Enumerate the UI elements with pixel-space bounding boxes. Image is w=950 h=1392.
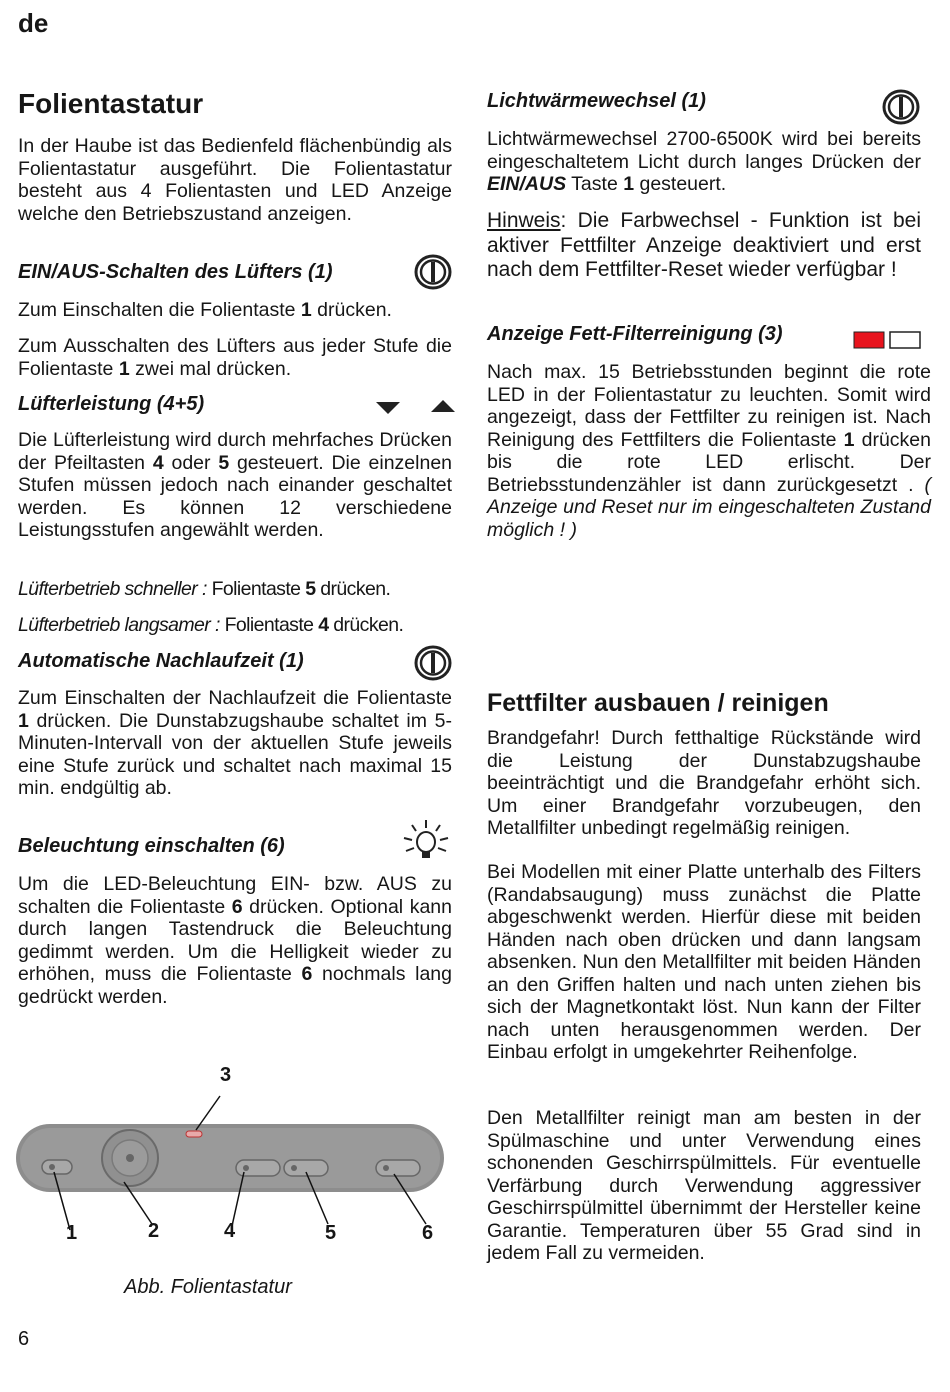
key-1 xyxy=(42,1160,72,1174)
paragraph-einschalten: Zum Einschalten die Folientaste 1 drücken. xyxy=(18,299,392,321)
figure-label-2: 2 xyxy=(148,1220,160,1242)
power-icon xyxy=(881,88,921,126)
page-number: 6 xyxy=(18,1328,30,1350)
section-title-folientastatur: Folientastatur xyxy=(18,88,204,119)
paragraph-fettfilter-anzeige: Nach max. 15 Betriebsstunden beginnt die rote LED in der Folientastatur zu leuchten. Somit wird angezeigt, dass der Fettfilter zu reinigen ist. Nach Reinigung des Fettfilters die Folientaste 1 drücken bis die rote LED erlischt. Der Betriebsstundenzähler ist dann zurückgesetzt . ( Anzeige und Reset nur im eingeschalteten Zustand möglich ! ) xyxy=(487,361,931,541)
led-3 xyxy=(186,1131,202,1137)
key-4 xyxy=(236,1160,280,1176)
paragraph-luefterleistung: Die Lüfterleistung wird durch mehrfaches Drücken der Pfeiltasten 4 oder 5 gesteuert. Die einzelnen Stufen müssen jedoch nach einander geschaltet werden. Es können 12 verschiedene Leistungsstufen angewählt werden. xyxy=(18,429,453,541)
heading-luefterleistung: Lüfterleistung (4+5) xyxy=(18,393,205,415)
paragraph-beleuchtung: Um die LED-Beleuchtung EIN- bzw. AUS zu schalten die Folientaste 6 drücken. Optional kann durch langen Tastendruck die Beleuchtung gedimmt werden. Um die Helligkeit wieder zu erhöhen, muss die Folientaste 6 nochmals lang gedrückt werden. xyxy=(18,873,452,1008)
arrow-up-icon xyxy=(430,398,456,414)
key-6 xyxy=(376,1160,420,1176)
paragraph-ausbau: Bei Modellen mit einer Platte unterhalb des Filters (Randabsaugung) muss zunächst die Platte abgeschwenkt werden. Hierfür diese mit beiden Händen nach oben drücken und dann langsam absenken. Nun den Metallfilter mit beiden Händen an den Griffen halten und nach unten ziehen bis sich der Magnetkontakt löst. Nun kann der Filter nach unten herausgenommen werden. Der Einbau erfolgt in umgekehrter Reihenfolge. xyxy=(487,861,921,1063)
heading-fettfilter-anzeige: Anzeige Fett-Filterreinigung (3) xyxy=(487,323,783,345)
section-title-fettfilter: Fettfilter ausbauen / reinigen xyxy=(487,689,829,717)
heading-lichtwaermewechsel: Lichtwärmewechsel (1) xyxy=(487,90,706,112)
figure-label-1: 1 xyxy=(66,1222,78,1244)
figure-label-6: 6 xyxy=(422,1222,434,1244)
paragraph-lichtwaermewechsel: Lichtwärmewechsel 2700-6500K wird bei bereits eingeschaltetem Licht durch langes Drücken der EIN/AUS Taste 1 gesteuert. xyxy=(487,128,921,195)
note-paragraph: Hinweis: Die Farbwechsel - Funktion ist bei aktiver Fettfilter Anzeige deaktiviert und erst nach dem Fettfilter-Reset wieder verfügbar ! xyxy=(487,209,921,281)
language-code: de xyxy=(18,8,49,38)
line-schneller: Lüfterbetrieb schneller : Folientaste 5 drücken. xyxy=(18,578,391,600)
paragraph-nachlaufzeit: Zum Einschalten der Nachlaufzeit die Folientaste 1 drücken. Die Dunstabzugshaube schaltet im 5-Minuten-Intervall von der aktuellen Stufe jeweils eine Stufe zurück und schaltet nach maximal 15 min. endgültig ab. xyxy=(18,687,452,799)
heading-beleuchtung: Beleuchtung einschalten (6) xyxy=(18,835,285,857)
power-icon xyxy=(413,253,453,291)
figure-label-4: 4 xyxy=(224,1220,236,1242)
paragraph-ausschalten: Zum Ausschalten des Lüfters aus jeder Stufe die Folientaste 1 zwei mal drücken. xyxy=(18,335,452,380)
intro-paragraph: In der Haube ist das Bedienfeld flächenbündig als Folientastatur ausgeführt. Die Folientastatur besteht aus 4 Folientasten und LED Anzeige welche den Betriebszustand anzeigen. xyxy=(18,135,452,225)
figure-label-3: 3 xyxy=(220,1064,232,1086)
heading-ein-aus: EIN/AUS-Schalten des Lüfters (1) xyxy=(18,261,333,283)
bulb-icon xyxy=(400,818,452,866)
led-indicator-icon xyxy=(853,330,923,350)
line-langsamer: Lüfterbetrieb langsamer : Folientaste 4 drücken. xyxy=(18,614,404,636)
figure-label-5: 5 xyxy=(325,1222,337,1244)
heading-nachlaufzeit: Automatische Nachlaufzeit (1) xyxy=(18,650,304,672)
paragraph-brandgefahr: Brandgefahr! Durch fetthaltige Rückstände wird die Leistung der Dunstabzugshaube beeinträchtigt und die Brandgefahr erhöht sich. Um einer Brandgefahr vorzubeugen, den Metallfilter unbedingt regelmäßig reinigen. xyxy=(487,727,921,839)
figure-caption: Abb. Folientastatur xyxy=(124,1276,292,1298)
arrow-down-icon xyxy=(375,400,401,416)
power-icon xyxy=(413,644,453,682)
paragraph-reinigung: Den Metallfilter reinigt man am besten in der Spülmaschine und unter Verwendung eines schonenden Geschirrspülmittels. Für eventuelle Verfärbung durch Verwendung aggressiver Geschirrspülmittel übernimmt der Hersteller keine Garantie. Temperaturen über 55 Grad sind in jedem Fall zu vermeiden. xyxy=(487,1107,921,1264)
